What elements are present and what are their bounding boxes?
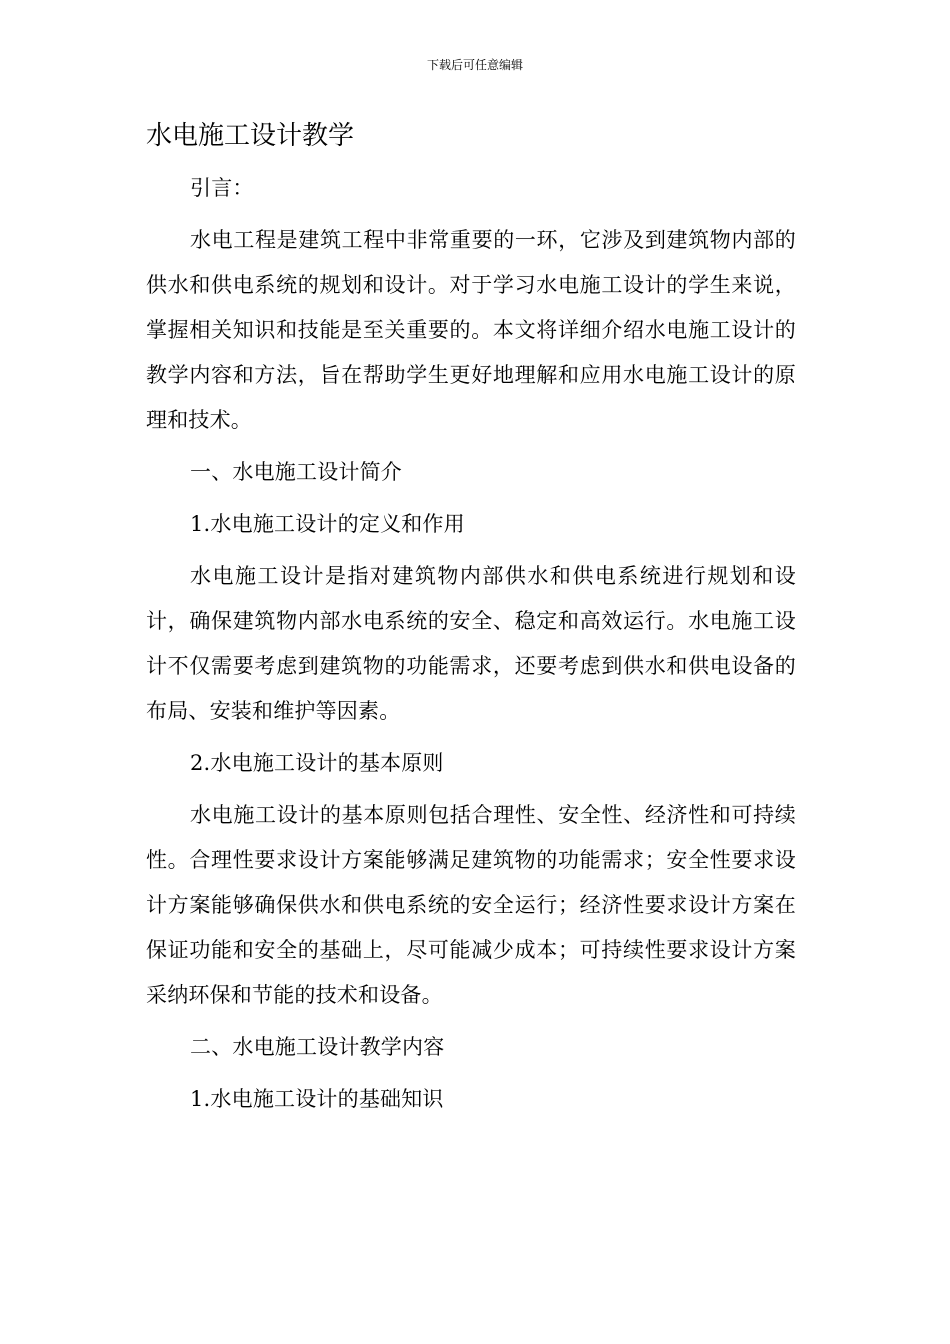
document-title: 水电施工设计教学 — [146, 121, 355, 151]
page-header: 下载后可任意编辑 — [426, 58, 523, 72]
document-body — [146, 166, 796, 1129]
subsection-heading-1-1: 1.水电施工设计的定义和作用 — [190, 512, 465, 536]
section-heading-2: 二、水电施工设计教学内容 — [190, 1035, 445, 1059]
subsection-heading-1-2: 2.水电施工设计的基本原则 — [190, 751, 444, 775]
subsection-heading-2-1: 1.水电施工设计的基础知识 — [190, 1087, 444, 1111]
intro-label: 引言： — [190, 176, 254, 200]
intro-paragraph: 水电工程是建筑工程中非常重要的一环，它涉及到建筑物内部的供水和供电系统的规划和设计。对于学习水电施工设计的学生来说，掌握相关知识和技能是至关重要的。本文将详细介绍水电施工设计的教学内容和方法，旨在帮助学生更好地理解和应用水电施工设计的原理和技术。 — [146, 228, 796, 432]
principles-paragraph: 水电施工设计的基本原则包括合理性、安全性、经济性和可持续性。合理性要求设计方案能够满足建筑物的功能需求；安全性要求设计方案能够确保供水和供电系统的安全运行；经济性要求设计方案在保证功能和安全的基础上，尽可能减少成本；可持续性要求设计方案采纳环保和节能的技术和设备。 — [146, 803, 796, 1007]
section-heading-1: 一、水电施工设计简介 — [190, 460, 402, 484]
definition-paragraph: 水电施工设计是指对建筑物内部供水和供电系统进行规划和设计，确保建筑物内部水电系统的安全、稳定和高效运行。水电施工设计不仅需要考虑到建筑物的功能需求，还要考虑到供水和供电设备的布局、安装和维护等因素。 — [146, 564, 796, 723]
